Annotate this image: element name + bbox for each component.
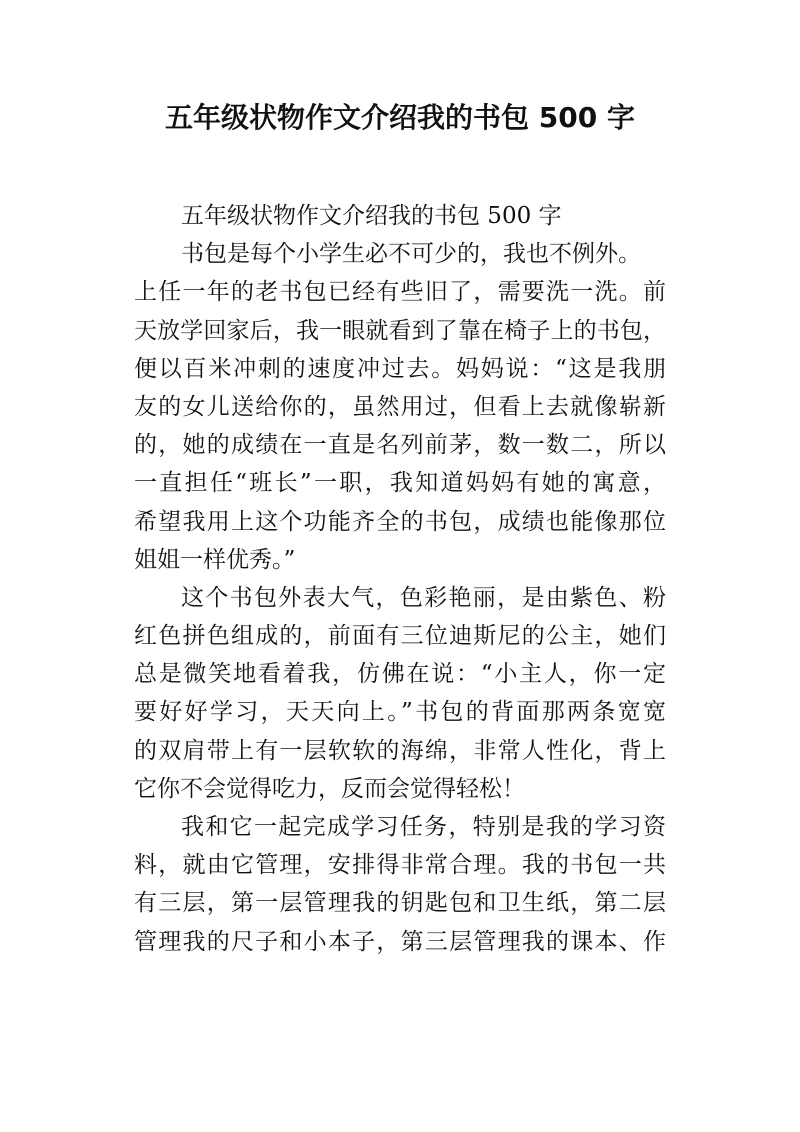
line-text: 希望我用上这个功能齐全的书包，成绩也能像那位 [134, 508, 666, 535]
paragraph-line [134, 541, 666, 579]
paragraph-line [134, 426, 666, 464]
line-text: 姐姐一样优秀。” [134, 546, 296, 573]
paragraph-line [134, 579, 666, 617]
paragraph-line [134, 273, 666, 311]
paragraph-line [134, 235, 666, 273]
line-text: 有三层，第一层管理我的钥匙包和卫生纸，第二层 [134, 890, 666, 917]
line-text: 的，她的成绩在一直是名列前茅，数一数二，所以 [134, 432, 666, 459]
line-text: 五年级状物作文介绍我的书包 500 字 [181, 203, 562, 229]
line-text: 它你不会觉得吃力，反而会觉得轻松！ [134, 775, 525, 802]
paragraph-line [134, 503, 666, 541]
paragraph-line [134, 197, 666, 235]
paragraph-line [134, 617, 666, 655]
paragraph-line [134, 732, 666, 770]
line-text: 上任一年的老书包已经有些旧了，需要洗一洗。前 [134, 279, 666, 306]
line-text: 一直担任“班长”一职，我知道妈妈有她的寓意， [134, 470, 666, 497]
paragraph-line [134, 884, 666, 922]
line-text: 便以百米冲刺的速度冲过去。妈妈说：“这是我朋 [134, 355, 666, 382]
line-text: 友的女儿送给你的，虽然用过，但看上去就像崭新 [134, 393, 666, 420]
line-text: 总是微笑地看着我，仿佛在说：“小主人，你一定 [134, 661, 666, 688]
paragraph-line [134, 350, 666, 388]
line-text: 这个书包外表大气，色彩艳丽，是由紫色、粉 [181, 584, 666, 611]
paragraph-line [134, 846, 666, 884]
document-body [134, 197, 666, 961]
line-text: 书包是每个小学生必不可少的，我也不例外。 [181, 241, 641, 268]
line-text: 的双肩带上有一层软软的海绵，非常人性化，背上 [134, 737, 666, 764]
line-text: 料，就由它管理，安排得非常合理。我的书包一共 [134, 852, 666, 879]
line-text: 红色拼色组成的，前面有三位迪斯尼的公主，她们 [134, 623, 666, 650]
paragraph-line [134, 312, 666, 350]
paragraph-line [134, 693, 666, 731]
paragraph-line [134, 808, 666, 846]
line-text: 天放学回家后，我一眼就看到了靠在椅子上的书包， [134, 317, 666, 344]
paragraph-line [134, 388, 666, 426]
line-text: 要好好学习，天天向上。”书包的背面那两条宽宽 [134, 699, 666, 726]
paragraph-line [134, 464, 666, 502]
paragraph-line [134, 923, 666, 961]
document-title: 五年级状物作文介绍我的书包 500 字 [165, 101, 635, 134]
paragraph-line [134, 770, 666, 808]
line-text: 我和它一起完成学习任务，特别是我的学习资 [181, 814, 666, 840]
paragraph-line [134, 655, 666, 693]
line-text: 管理我的尺子和小本子，第三层管理我的课本、作 [134, 928, 666, 955]
